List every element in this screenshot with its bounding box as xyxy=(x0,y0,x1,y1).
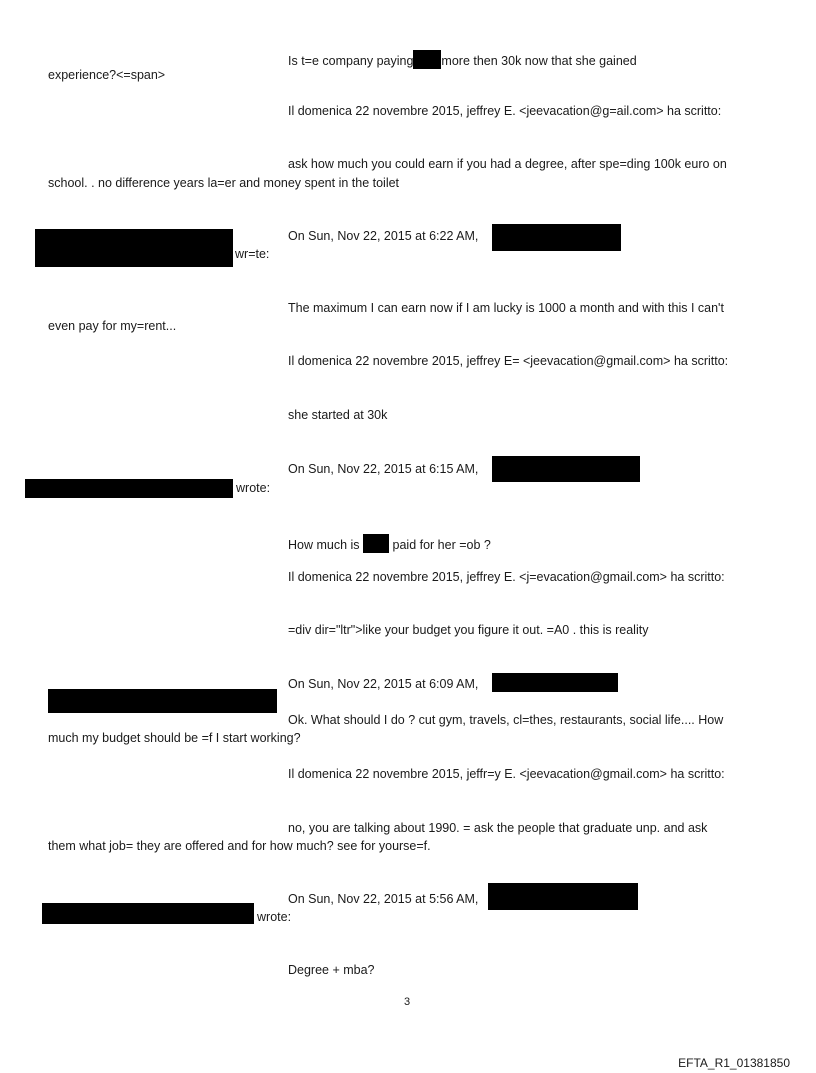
email-quote-header: Il domenica 22 novembre 2015, jeffrey E= <jeevacation@gmail.com> ha scritto: xyxy=(288,354,729,368)
email-line: no, you are talking about 1990. = ask the people that graduate unp. and ask xyxy=(288,821,708,835)
page-number: 3 xyxy=(404,996,411,1008)
email-quote-header: Il domenica 22 novembre 2015, jeffr=y E. <jeevacation@gmail.com> ha scritto: xyxy=(288,767,725,781)
email-line: wrote: xyxy=(236,481,271,495)
redaction-box xyxy=(492,673,618,692)
email-line: them what job= they are offered and for how much? see for yourse=f. xyxy=(48,839,431,853)
email-reply-header: On Sun, Nov 22, 2015 at 5:56 AM, xyxy=(288,892,479,906)
redaction-box xyxy=(48,689,277,713)
email-line: ask how much you could earn if you had a degree, after spe=ding 100k euro on xyxy=(288,157,727,171)
email-reply-header: On Sun, Nov 22, 2015 at 6:15 AM, xyxy=(288,462,479,476)
email-quote-header: Il domenica 22 novembre 2015, jeffrey E. <j=evacation@gmail.com> ha scritto: xyxy=(288,570,725,584)
email-line: experience?<=span> xyxy=(48,68,166,82)
redaction-box xyxy=(42,903,254,924)
redaction-box xyxy=(488,883,638,910)
email-line: Degree + mba? xyxy=(288,963,375,977)
redaction-box xyxy=(492,456,640,482)
email-line: wrote: xyxy=(257,910,292,924)
email-reply-header: On Sun, Nov 22, 2015 at 6:09 AM, xyxy=(288,677,479,691)
redaction-box xyxy=(413,50,441,69)
redaction-box xyxy=(25,479,233,498)
email-line: even pay for my=rent... xyxy=(48,319,177,333)
email-line: wr=te: xyxy=(235,247,270,261)
email-line: much my budget should be =f I start working? xyxy=(48,731,301,745)
email-line: How much is paid for her =ob ? xyxy=(288,534,491,553)
document-id: EFTA_R1_01381850 xyxy=(678,1056,790,1070)
email-reply-header: On Sun, Nov 22, 2015 at 6:22 AM, xyxy=(288,229,479,243)
redaction-box xyxy=(492,224,621,251)
email-line: school. . no difference years la=er and money spent in the toilet xyxy=(48,176,400,190)
email-quote-header: Il domenica 22 novembre 2015, jeffrey E. <jeevacation@g=ail.com> ha scritto: xyxy=(288,104,722,118)
redaction-box xyxy=(363,534,389,553)
email-line: =div dir="ltr">like your budget you figure it out. =A0 . this is reality xyxy=(288,623,649,637)
email-line: The maximum I can earn now if I am lucky is 1000 a month and with this I can't xyxy=(288,301,724,315)
email-line: Is t=e company paying more then 30k now that she gained xyxy=(288,50,637,69)
redaction-box xyxy=(35,229,233,267)
email-line: she started at 30k xyxy=(288,408,388,422)
email-line: Ok. What should I do ? cut gym, travels, cl=thes, restaurants, social life.... How xyxy=(288,713,724,727)
